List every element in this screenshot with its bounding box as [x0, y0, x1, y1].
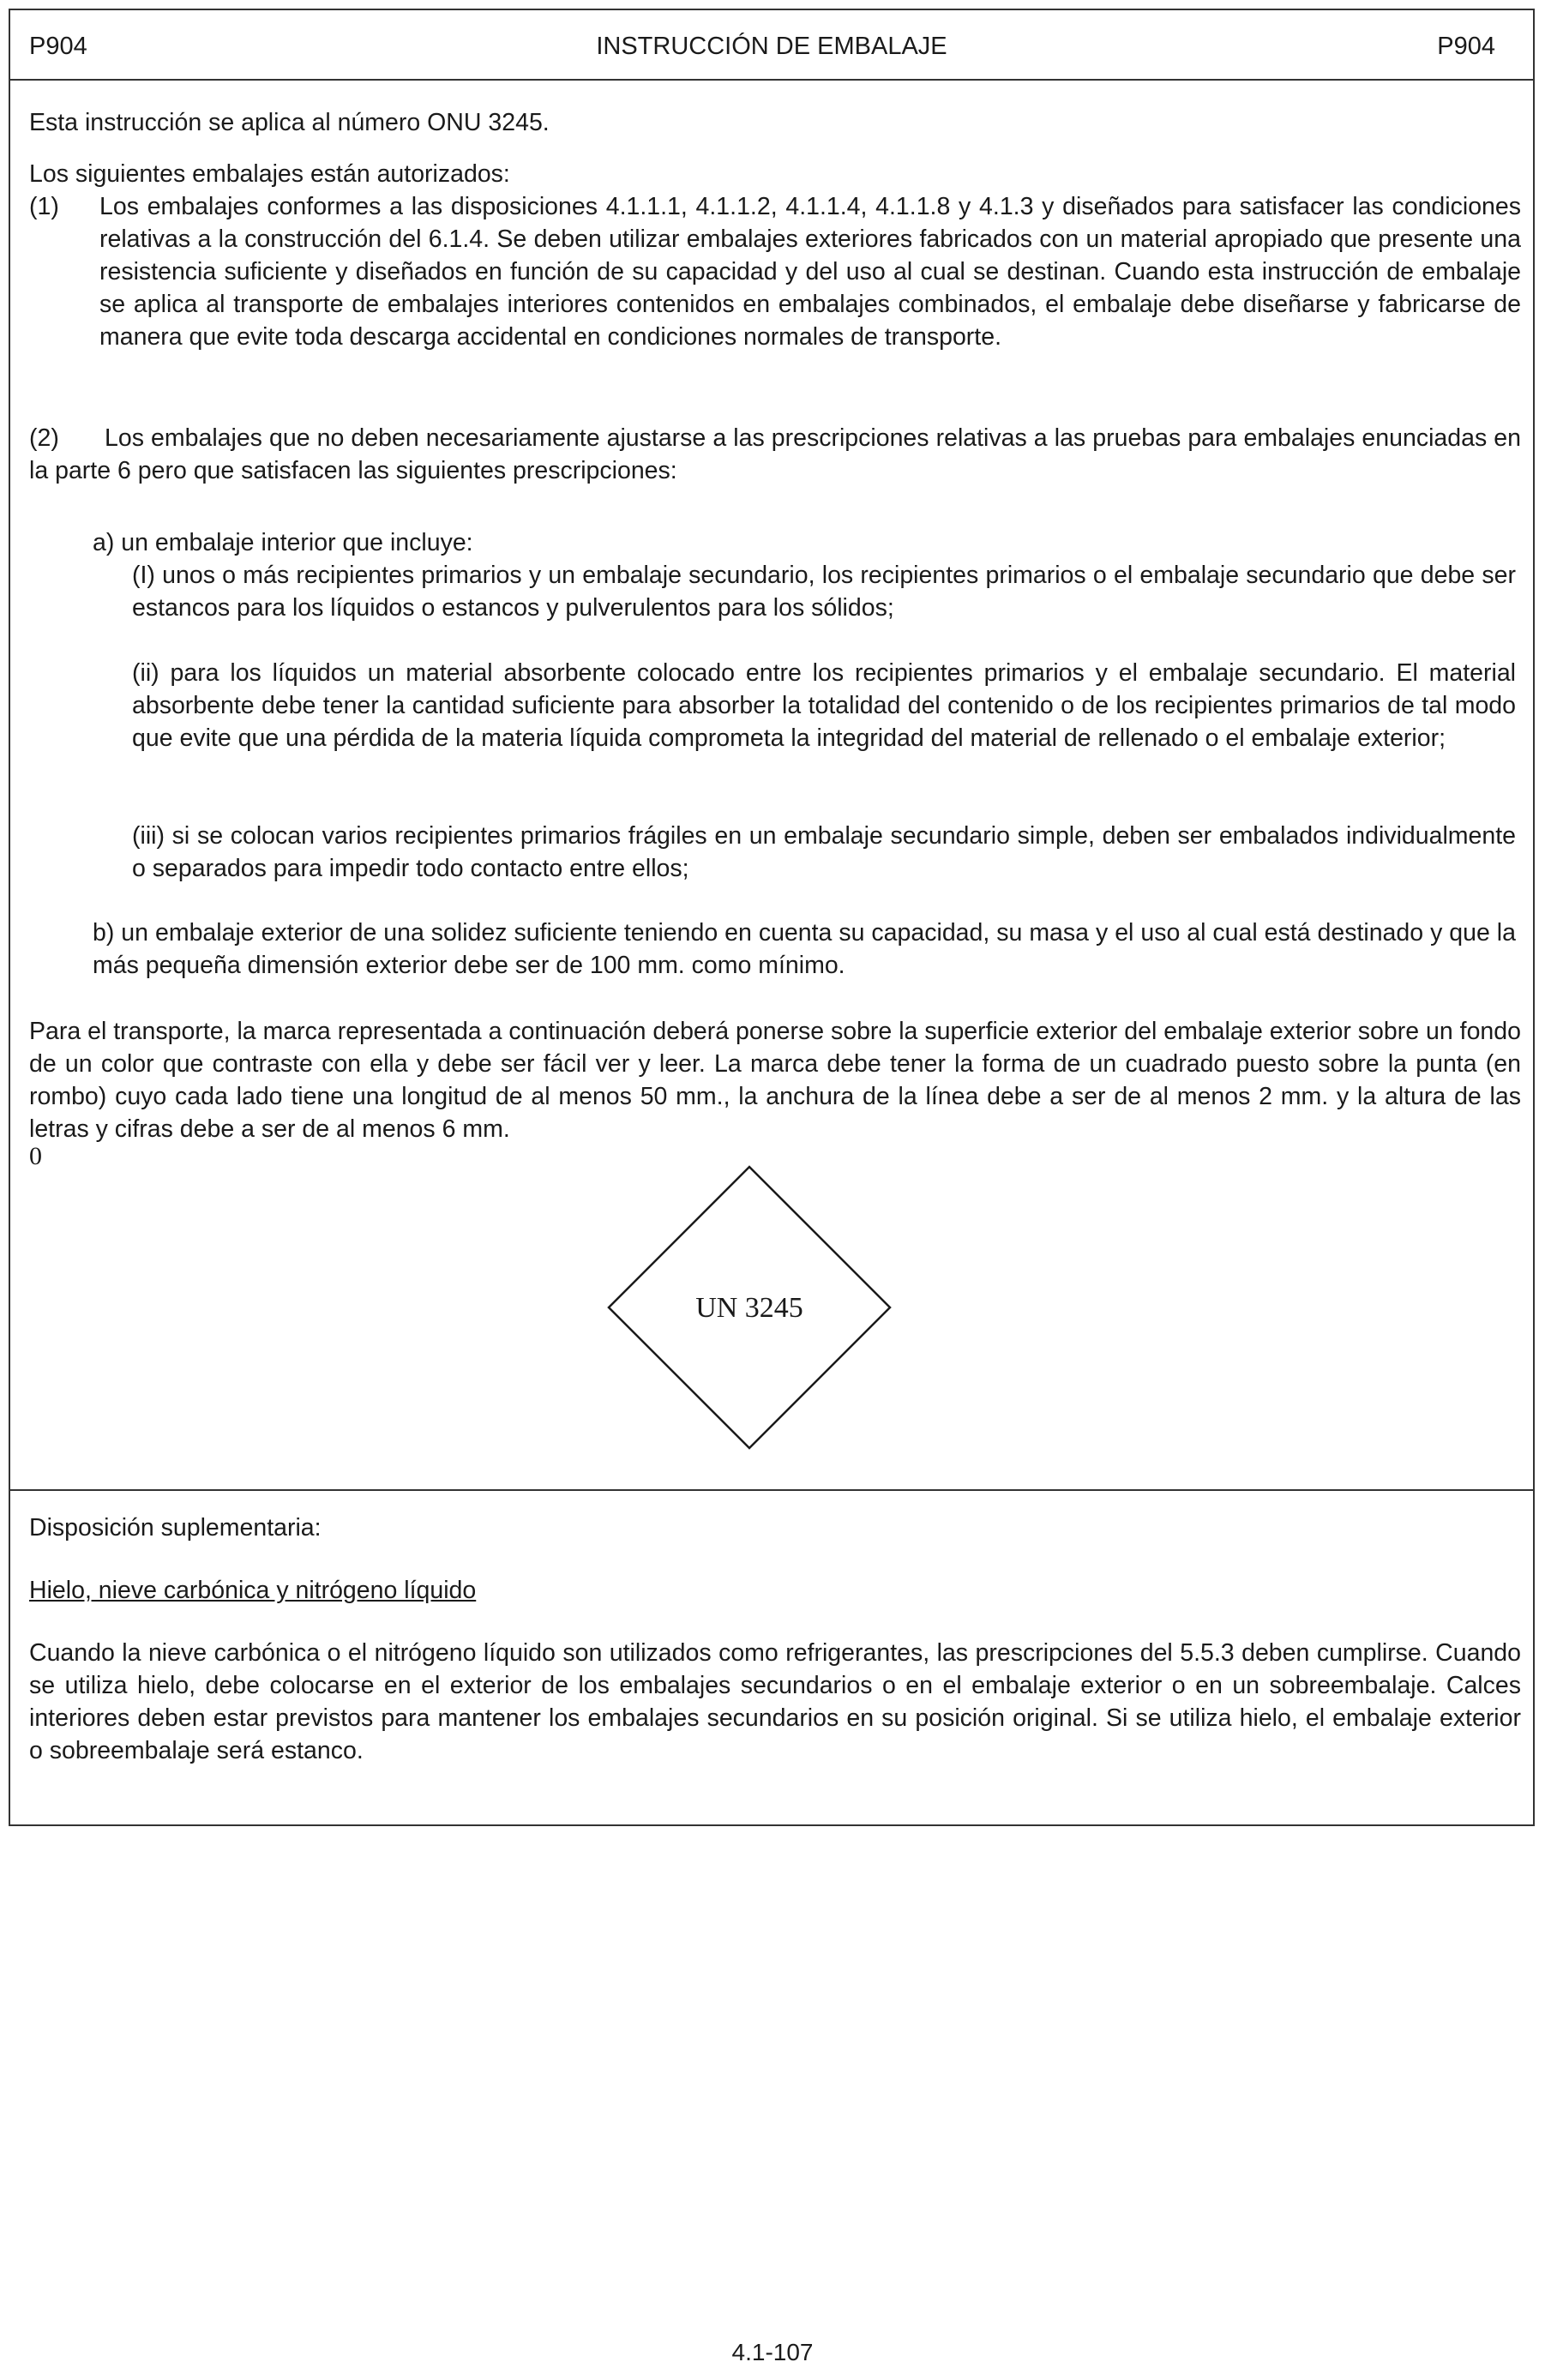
item-1-text: Los embalajes conformes a las disposiciones 4.1.1.1, 4.1.1.2, 4.1.1.4, 4.1.1.8 y 4.1.3 y diseñados para satisfacer las condiciones relativas a la construcción del 6.1.4. Se deben utilizar embalajes exteriores fabricados con un material apropiado que presente una resistencia suficiente y diseñados en función de su capacidad y del uso al cual se destinan. Cuando esta instrucción de embalaje se aplica al transporte de embalajes interiores contenidos en embalajes combinados, el embalaje debe diseñarse y fabricarse de manera que evite toda descarga accidental en condiciones normales de transporte. — [99, 193, 1521, 351]
item-1-number: (1) — [29, 193, 59, 220]
un-mark-label: UN 3245 — [695, 1292, 803, 1324]
packing-instruction-table — [9, 9, 1535, 1826]
page-number: 4.1-107 — [731, 2339, 814, 2365]
stray-zero: 0 — [29, 1142, 42, 1170]
item-2-text: Los embalajes que no deben necesariamente ajustarse a las prescripciones relativas a las pruebas para embalajes enunciadas en la parte 6 pero que satisfacen las siguientes prescripciones: — [29, 424, 1521, 484]
instruction-code-left: P904 — [29, 33, 87, 60]
supplementary-title: Disposición suplementaria: — [29, 1514, 322, 1542]
subitem-iii: (iii) si se colocan varios recipientes primarios frágiles en un embalaje secundario simple, deben ser embalados individualmente o separados para impedir todo contacto entre ellos; — [132, 822, 1516, 882]
table-header — [10, 10, 1533, 81]
subitem-i: (I) unos o más recipientes primarios y un embalaje secundario, los recipientes primarios o el embalaje secundario que debe ser estancos para los líquidos o estancos y pulverulentos para los sólidos; — [132, 562, 1516, 622]
main-section — [10, 81, 1533, 1491]
subitem-a: a) un embalaje interior que incluye: — [93, 529, 473, 556]
supplementary-subtitle: Hielo, nieve carbónica y nitrógeno líquido — [29, 1577, 477, 1604]
item-2 — [29, 422, 1521, 487]
supplementary-body: Cuando la nieve carbónica o el nitrógeno líquido son utilizados como refrigerantes, las prescripciones del 5.5.3 deben cumplirse. Cuando se utiliza hielo, debe colocarse en el exterior de los embalajes secundarios o en el embalaje exterior o en un sobreembalaje. Calces interiores deben estar previstos para mantener los embalajes secundarios en su posición original. Si se utiliza hielo, el embalaje exterior o sobreembalaje será estanco. — [29, 1639, 1521, 1764]
subitem-ii: (ii) para los líquidos un material absorbente colocado entre los recipientes primarios y el embalaje secundario. El material absorbente debe tener la cantidad suficiente para absorber la totalidad del contenido o de los recipientes primarios de tal modo que evite que una pérdida de la materia líquida comprometa la integridad del material de rellenado o el embalaje exterior; — [132, 659, 1516, 752]
transport-mark-paragraph: Para el transporte, la marca representada a continuación deberá ponerse sobre la superficie exterior del embalaje exterior sobre un fondo de un color que contraste con ella y debe ser fácil ver y leer. La marca debe tener la forma de un cuadrado puesto sobre la punta (en rombo) cuyo cada lado tiene una longitud de al menos 50 mm., la anchura de la línea debe a ser de al menos 2 mm. y la altura de las letras y cifras debe a ser de al menos 6 mm. — [29, 1018, 1521, 1143]
authorized-packagings-title: Los siguientes embalajes están autorizados: — [29, 160, 510, 188]
subitem-b: b) un embalaje exterior de una solidez suficiente teniendo en cuenta su capacidad, su masa y el uso al cual está destinado y que la más pequeña dimensión exterior debe ser de 100 mm. como mínimo. — [93, 919, 1516, 979]
item-2-number: (2) — [29, 424, 59, 452]
instruction-title: INSTRUCCIÓN DE EMBALAJE — [596, 33, 947, 60]
item-1 — [29, 190, 1521, 353]
applies-statement: Esta instrucción se aplica al número ONU 3245. — [29, 109, 550, 136]
instruction-code-right: P904 — [1437, 33, 1495, 60]
supplementary-section — [10, 1491, 1533, 1828]
un-diamond-mark — [607, 1165, 892, 1450]
